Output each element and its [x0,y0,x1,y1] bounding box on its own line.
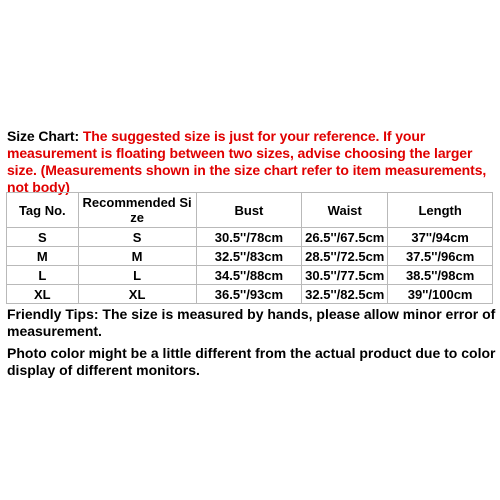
cell-bust: 32.5''/83cm [196,247,302,266]
cell-waist: 26.5''/67.5cm [302,228,388,247]
cell-bust: 30.5''/78cm [196,228,302,247]
cell-bust: 36.5''/93cm [196,285,302,304]
cell-tag: M [7,247,79,266]
cell-length: 38.5''/98cm [388,266,493,285]
cell-tag: XL [7,285,79,304]
header-recommended-size-text: Recommended Size [82,195,192,225]
size-chart-intro [7,128,495,196]
header-length: Length [388,193,493,228]
cell-recommended: M [78,247,196,266]
table-row [7,247,493,266]
cell-length: 37.5''/96cm [388,247,493,266]
friendly-tips: Friendly Tips: The size is measured by hands, please allow minor error of measurement. [7,306,496,339]
size-chart-label: Size Chart: [7,128,80,144]
cell-tag: L [7,266,79,285]
cell-recommended: L [78,266,196,285]
cell-length: 39''/100cm [388,285,493,304]
cell-waist: 28.5''/72.5cm [302,247,388,266]
cell-waist: 32.5''/82.5cm [302,285,388,304]
table-row [7,266,493,285]
header-waist: Waist [302,193,388,228]
tips-section [7,306,497,384]
size-chart-table [6,192,493,304]
table-row [7,285,493,304]
cell-length: 37''/94cm [388,228,493,247]
table-row [7,228,493,247]
table-header-row [7,193,493,228]
cell-recommended: XL [78,285,196,304]
header-recommended-size [78,193,196,228]
header-bust: Bust [196,193,302,228]
cell-bust: 34.5''/88cm [196,266,302,285]
cell-waist: 30.5''/77.5cm [302,266,388,285]
color-tip: Photo color might be a little different from the actual product due to color display of different monitors. [7,345,496,378]
header-tag-no: Tag No. [7,193,79,228]
size-chart-note: The suggested size is just for your reference. If your measurement is floating between two sizes, advise choosing the larger size. (Measurements shown in the size chart refer to item measurements, not body) [7,128,487,195]
cell-tag: S [7,228,79,247]
cell-recommended: S [78,228,196,247]
